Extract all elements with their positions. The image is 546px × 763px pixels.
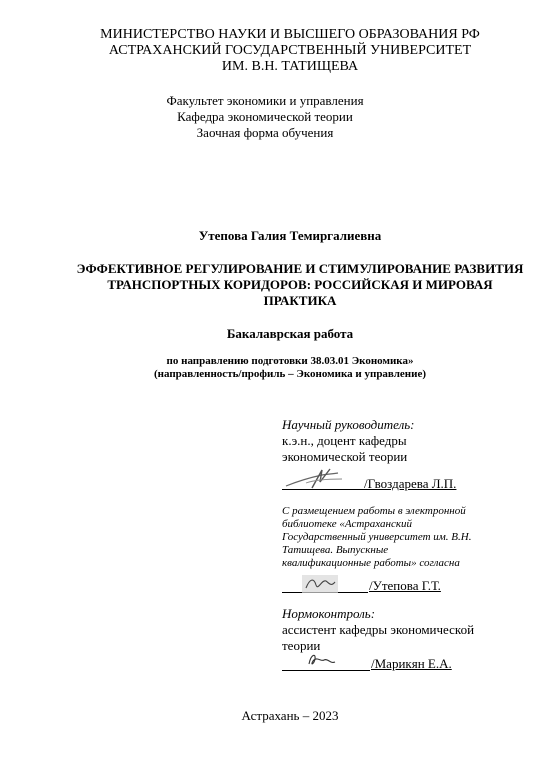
department-name: Кафедра экономической теории [177, 109, 353, 124]
thesis-title-line: ПРАКТИКА [263, 293, 337, 308]
supervisor-name: /Гвоздарева Л.П. [364, 476, 457, 491]
thesis-title-line: ТРАНСПОРТНЫХ КОРИДОРОВ: РОССИЙСКАЯ И МИРОВАЯ [107, 277, 493, 292]
profile-line: (направленность/профиль – Экономика и управление) [153, 368, 427, 380]
consent-line: квалификационные работы» согласна [282, 557, 460, 569]
supervisor-position-line: экономической теории [282, 449, 408, 464]
faculty-block [120, 93, 410, 141]
consent-line: С размещением работы в электронной [282, 505, 466, 517]
study-form: Заочная форма обучения [196, 125, 334, 140]
supervisor-label: Научный руководитель: [282, 417, 415, 432]
student-signature-icon [300, 573, 340, 595]
consent-line: библиотеке «Астраханский [282, 518, 413, 530]
thesis-title [30, 261, 546, 309]
university-name-line: ИМ. В.Н. ТАТИЩЕВА [221, 59, 359, 74]
university-line: АСТРАХАНСКИЙ ГОСУДАРСТВЕННЫЙ УНИВЕРСИТЕТ [108, 43, 472, 58]
student-name: /Утепова Г.Т. [369, 578, 441, 593]
city-year: Астрахань – 2023 [241, 708, 339, 723]
direction-line: по направлению подготовки 38.03.01 Экономика» [166, 355, 414, 367]
supervisor-signature-icon [282, 466, 352, 492]
thesis-title-line: ЭФФЕКТИВНОЕ РЕГУЛИРОВАНИЕ И СТИМУЛИРОВАНИЕ РАЗВИТИЯ [76, 261, 524, 276]
ministry-line: МИНИСТЕРСТВО НАУКИ И ВЫСШЕГО ОБРАЗОВАНИЯ РФ [100, 27, 480, 42]
supervisor-position-line: к.э.н., доцент кафедры [282, 433, 407, 448]
normcontrol-signature-icon [304, 650, 338, 670]
supervisor-position [282, 433, 407, 465]
consent-line: Татищева. Выпускные [282, 544, 389, 556]
normcontrol-position-line: теории [282, 638, 321, 653]
ministry-header [0, 27, 546, 75]
author-name: Утепова Галия Темиргалиевна [198, 228, 382, 243]
faculty-name: Факультет экономики и управления [166, 93, 364, 108]
library-consent-text [282, 505, 522, 570]
consent-line: Государственный университет им. В.Н. [282, 531, 472, 543]
normcontrol-label: Нормоконтроль: [282, 606, 376, 621]
normcontrol-name: /Марикян Е.А. [371, 656, 452, 671]
study-direction [30, 355, 546, 381]
work-type: Бакалаврская работа [226, 326, 354, 341]
normcontrol-position-line: ассистент кафедры экономической [282, 622, 475, 637]
